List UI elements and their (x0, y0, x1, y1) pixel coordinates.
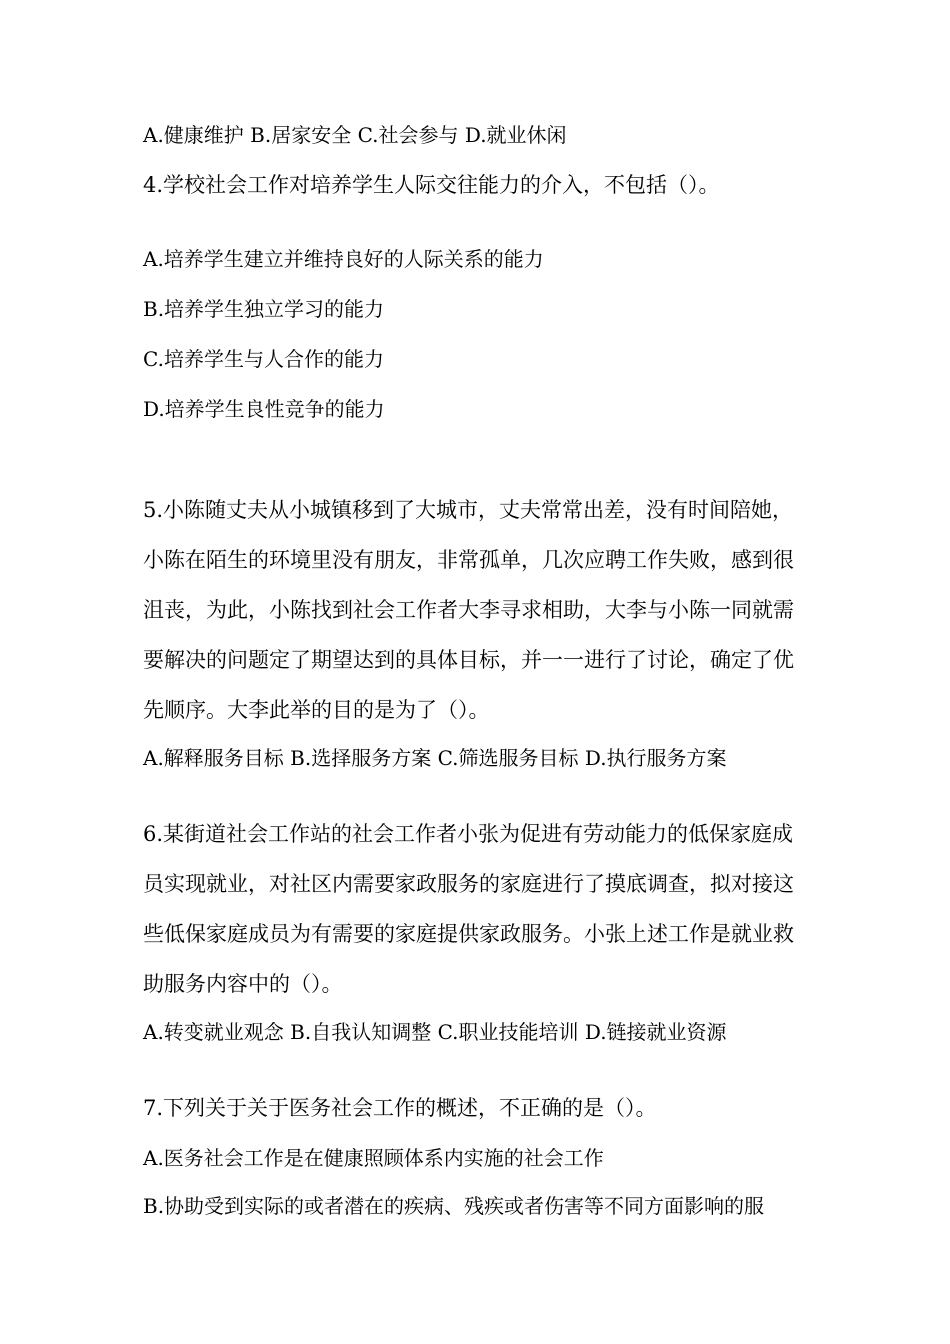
q4-option-d: D.培养学生良性竞争的能力 (143, 397, 385, 421)
q4-option-a: A.培养学生建立并维持良好的人际关系的能力 (143, 247, 544, 271)
q7-option-b: B.协助受到实际的或者潜在的疾病、残疾或者伤害等不同方面影响的服 (143, 1194, 765, 1218)
q6-stem-line-2: 员实现就业，对社区内需要家政服务的家庭进行了摸底调查，拟对接这 (143, 872, 794, 896)
q5-stem-line-1: 5.小陈随丈夫从小城镇移到了大城市，丈夫常常出差，没有时间陪她， (143, 498, 794, 522)
q7-option-a: A.医务社会工作是在健康照顾体系内实施的社会工作 (143, 1146, 604, 1170)
q4-option-b: B.培养学生独立学习的能力 (143, 297, 385, 321)
q5-stem-line-2: 小陈在陌生的环境里没有朋友，非常孤单，几次应聘工作失败，感到很 (143, 548, 794, 572)
q3-options: A.健康维护 B.居家安全 C.社会参与 D.就业休闲 (143, 123, 567, 147)
q5-stem-line-3: 沮丧，为此，小陈找到社会工作者大李寻求相助，大李与小陈一同就需 (143, 598, 794, 622)
q6-stem-line-3: 些低保家庭成员为有需要的家庭提供家政服务。小张上述工作是就业救 (143, 922, 794, 946)
q6-stem-line-1: 6.某街道社会工作站的社会工作者小张为促进有劳动能力的低保家庭成 (143, 822, 794, 846)
q4-stem: 4.学校社会工作对培养学生人际交往能力的介入，不包括（）。 (143, 173, 720, 197)
q5-options: A.解释服务目标 B.选择服务方案 C.筛选服务目标 D.执行服务方案 (143, 746, 727, 770)
q4-option-c: C.培养学生与人合作的能力 (143, 347, 384, 371)
q5-stem-line-4: 要解决的问题定了期望达到的具体目标，并一一进行了讨论，确定了优 (143, 648, 794, 672)
q6-stem-line-4: 助服务内容中的（）。 (143, 972, 343, 996)
q5-stem-line-5: 先顺序。大李此举的目的是为了（）。 (143, 698, 490, 722)
q6-options: A.转变就业观念 B.自我认知调整 C.职业技能培训 D.链接就业资源 (143, 1020, 727, 1044)
q7-stem: 7.下列关于关于医务社会工作的概述，不正确的是（）。 (143, 1096, 657, 1120)
